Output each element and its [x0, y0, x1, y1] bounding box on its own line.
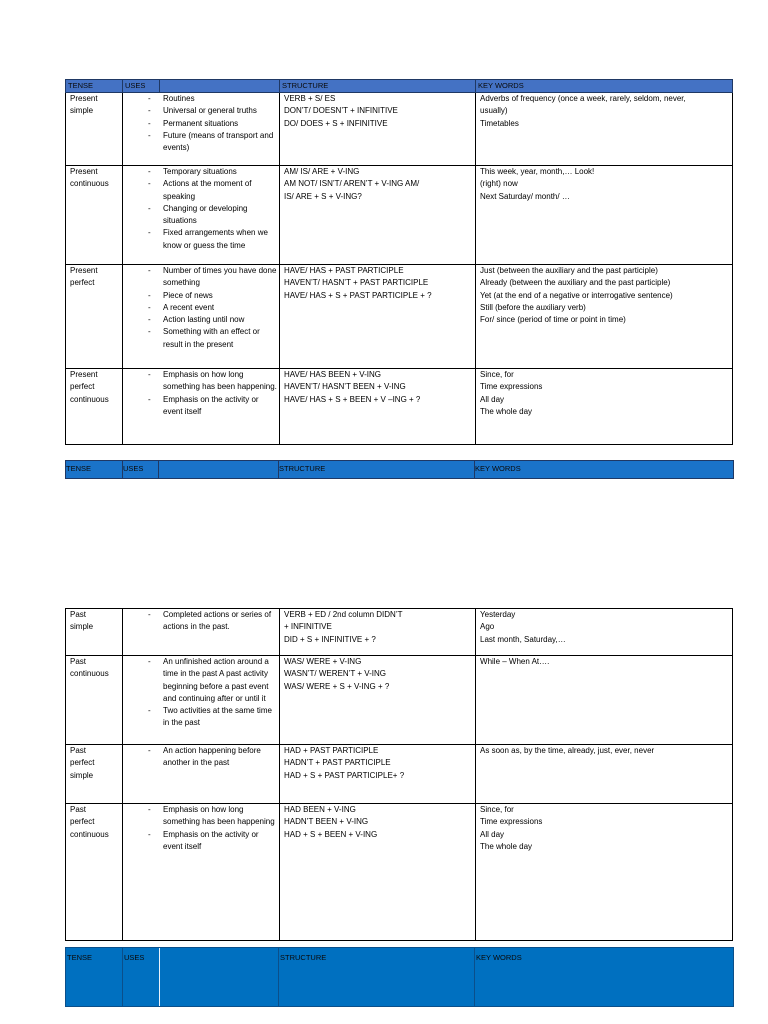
- structure-line: HAD + S + PAST PARTICIPLE+ ?: [284, 770, 405, 780]
- structure-line: HADN’T BEEN + V-ING: [284, 817, 369, 827]
- tense-row: [66, 166, 733, 265]
- structure-line: IS/ ARE + S + V-ING?: [284, 191, 362, 201]
- header-structure: STRUCTURE: [280, 80, 476, 93]
- key-word-line: Since, for: [480, 805, 514, 814]
- structure-line: HAVE/ HAS + PAST PARTICIPLE: [284, 266, 404, 275]
- tense-name: Past: [70, 746, 87, 755]
- key-word-line: Already (between the auxiliary and the past participle): [480, 278, 671, 288]
- tense-cell: [66, 804, 123, 941]
- header-tense: TENSE: [66, 80, 123, 93]
- structure-line: WASN’T/ WEREN’T + V-ING: [284, 669, 387, 679]
- key-word-line: Next Saturday/ month/ …: [480, 191, 570, 201]
- structure-line: VERB + S/ ES: [284, 94, 336, 103]
- tense-name: continuous: [70, 669, 109, 679]
- structure-cell: [280, 93, 476, 166]
- structure-cell: [280, 745, 476, 804]
- tense-name: simple: [70, 106, 94, 116]
- use-item: - Changing or developing situations: [127, 203, 279, 228]
- structure-line: HAD + PAST PARTICIPLE: [284, 746, 379, 755]
- tense-name: Present: [70, 167, 98, 176]
- key-word-line: All day: [480, 829, 505, 839]
- use-item: - Routines: [127, 93, 279, 105]
- structure-line: DON’T/ DOESN’T + INFINITIVE: [284, 106, 398, 116]
- key-word-line: Time expressions: [480, 382, 543, 392]
- footer-key-words: KEY WORDS: [476, 953, 522, 962]
- use-item: - Fixed arrangements when we know or guess the time: [127, 227, 279, 252]
- band-tense: TENSE: [66, 464, 92, 473]
- key-words-cell: [476, 804, 733, 941]
- tense-name: perfect: [70, 817, 95, 827]
- structure-line: HADN’T + PAST PARTICIPLE: [284, 758, 391, 768]
- key-word-line: Just (between the auxiliary and the past participle): [480, 266, 658, 275]
- band-structure: STRUCTURE: [279, 464, 326, 473]
- structure-line: HAVE/ HAS + S + BEEN + V –ING + ?: [284, 394, 421, 404]
- tense-name: Past: [70, 805, 87, 814]
- tense-name: Present: [70, 370, 98, 379]
- tense-name: continuous: [70, 394, 109, 404]
- key-words-cell: [476, 656, 733, 745]
- structure-line: DO/ DOES + S + INFINITIVE: [284, 118, 388, 128]
- structure-line: AM/ IS/ ARE + V-ING: [284, 167, 360, 176]
- structure-line: + INFINITIVE: [284, 622, 332, 632]
- tense-cell: [66, 265, 123, 369]
- uses-cell: [123, 656, 280, 745]
- structure-cell: [280, 265, 476, 369]
- tense-cell: [66, 166, 123, 265]
- tense-name: simple: [70, 622, 94, 632]
- key-word-line: Yesterday: [480, 610, 516, 619]
- tense-name: Present: [70, 94, 98, 103]
- uses-cell: [123, 369, 280, 445]
- key-word-line: All day: [480, 394, 505, 404]
- tense-cell: [66, 609, 123, 656]
- structure-cell: [280, 609, 476, 656]
- use-item: - An unfinished action around a time in the past A past activity beginning before a past event and continuing after or until it: [127, 656, 279, 705]
- use-item: - Action lasting until now: [127, 314, 279, 326]
- key-word-line: The whole day: [480, 406, 533, 416]
- structure-line: HAVEN’T/ HASN’T + PAST PARTICIPLE: [284, 278, 429, 288]
- key-words-cell: [476, 369, 733, 445]
- key-word-line: (right) now: [480, 179, 518, 189]
- use-item: - Number of times you have done something: [127, 265, 279, 290]
- footer-tense: TENSE: [67, 953, 93, 962]
- tense-row: [66, 265, 733, 369]
- past-tenses-table: [65, 608, 733, 941]
- tense-name: perfect: [70, 758, 95, 768]
- use-item: - Emphasis on how long something has been happening.: [127, 369, 279, 394]
- tense-name: Present: [70, 266, 98, 275]
- use-item: - Two activities at the same time in the past: [127, 705, 279, 730]
- key-word-line: Since, for: [480, 370, 514, 379]
- structure-line: WAS/ WERE + S + V-ING + ?: [284, 681, 390, 691]
- uses-cell: [123, 93, 280, 166]
- uses-cell: [123, 745, 280, 804]
- use-item: - Emphasis on how long something has been happening: [127, 804, 279, 829]
- tense-cell: [66, 369, 123, 445]
- structure-cell: [280, 166, 476, 265]
- uses-list: [127, 93, 279, 154]
- tense-name: continuous: [70, 829, 109, 839]
- tense-row: [66, 656, 733, 745]
- key-words-cell: [476, 609, 733, 656]
- tense-row: [66, 369, 733, 445]
- use-item: - Actions at the moment of speaking: [127, 178, 279, 203]
- table-header-row: [66, 80, 733, 93]
- key-word-line: While – When At….: [480, 657, 550, 666]
- band-key-words: KEY WORDS: [475, 464, 521, 473]
- key-word-line: Last month, Saturday,…: [480, 634, 566, 644]
- header-key-words: KEY WORDS: [476, 80, 733, 93]
- present-tenses-table: [65, 79, 733, 445]
- use-item: - An action happening before another in the past: [127, 745, 279, 770]
- key-words-cell: [476, 265, 733, 369]
- structure-line: DID + S + INFINITIVE + ?: [284, 634, 376, 644]
- key-word-line: Ago: [480, 622, 495, 632]
- structure-line: HAVE/ HAS BEEN + V-ING: [284, 370, 381, 379]
- key-word-line: Still (before the auxiliary verb): [480, 302, 586, 312]
- uses-list: [127, 745, 279, 770]
- footer-uses: USES: [124, 953, 145, 962]
- structure-line: HAVE/ HAS + S + PAST PARTICIPLE + ?: [284, 290, 432, 300]
- header-uses: USES: [123, 80, 160, 93]
- key-words-cell: [476, 166, 733, 265]
- uses-cell: [123, 166, 280, 265]
- key-word-line: Adverbs of frequency (once a week, rarely, seldom, never,: [480, 94, 686, 103]
- use-item: - Emphasis on the activity or event itself: [127, 829, 279, 854]
- key-word-line: Time expressions: [480, 817, 543, 827]
- uses-list: [127, 609, 279, 634]
- key-word-line: Yet (at the end of a negative or interrogative sentence): [480, 290, 673, 300]
- band-uses: USES: [123, 464, 144, 473]
- key-word-line: Timetables: [480, 118, 519, 128]
- use-item: - Completed actions or series of actions in the past.: [127, 609, 279, 634]
- use-item: - Universal or general truths: [127, 105, 279, 117]
- tense-name: perfect: [70, 382, 95, 392]
- uses-list: [127, 369, 279, 418]
- key-word-line: usually): [480, 106, 508, 116]
- key-word-line: The whole day: [480, 841, 533, 851]
- tense-cell: [66, 745, 123, 804]
- tense-row: [66, 745, 733, 804]
- uses-list: [127, 804, 279, 853]
- key-words-cell: [476, 745, 733, 804]
- structure-cell: [280, 656, 476, 745]
- footer-structure: STRUCTURE: [280, 953, 327, 962]
- header-uses-blank: [160, 80, 280, 93]
- tense-row: [66, 93, 733, 166]
- tense-name: perfect: [70, 278, 95, 288]
- uses-cell: [123, 609, 280, 656]
- structure-line: WAS/ WERE + V-ING: [284, 657, 362, 666]
- tense-cell: [66, 656, 123, 745]
- repeated-header-band: [65, 460, 734, 479]
- tense-name: Past: [70, 657, 87, 666]
- footer-header-band: [65, 947, 734, 1007]
- tense-name: Past: [70, 610, 87, 619]
- uses-list: [127, 166, 279, 252]
- structure-line: HAVEN’T/ HASN’T BEEN + V-ING: [284, 382, 406, 392]
- uses-list: [127, 265, 279, 351]
- use-item: - Something with an effect or result in the present: [127, 326, 279, 351]
- tense-name: simple: [70, 770, 94, 780]
- structure-cell: [280, 369, 476, 445]
- use-item: - Future (means of transport and events): [127, 130, 279, 155]
- use-item: - A recent event: [127, 302, 279, 314]
- uses-list: [127, 656, 279, 730]
- use-item: - Permanent situations: [127, 118, 279, 130]
- structure-line: VERB + ED / 2nd column DIDN’T: [284, 610, 403, 619]
- tense-cell: [66, 93, 123, 166]
- tense-row: [66, 609, 733, 656]
- key-words-cell: [476, 93, 733, 166]
- key-word-line: As soon as, by the time, already, just, ever, never: [480, 746, 655, 755]
- structure-line: HAD BEEN + V-ING: [284, 805, 356, 814]
- tense-row: [66, 804, 733, 941]
- key-word-line: For/ since (period of time or point in time): [480, 315, 626, 325]
- uses-cell: [123, 265, 280, 369]
- use-item: - Piece of news: [127, 290, 279, 302]
- structure-cell: [280, 804, 476, 941]
- use-item: - Temporary situations: [127, 166, 279, 178]
- tense-name: continuous: [70, 179, 109, 189]
- structure-line: HAD + S + BEEN + V-ING: [284, 829, 378, 839]
- use-item: - Emphasis on the activity or event itself: [127, 394, 279, 419]
- uses-cell: [123, 804, 280, 941]
- structure-line: AM NOT/ ISN’T/ AREN’T + V-ING AM/: [284, 179, 420, 189]
- key-word-line: This week, year, month,… Look!: [480, 167, 595, 176]
